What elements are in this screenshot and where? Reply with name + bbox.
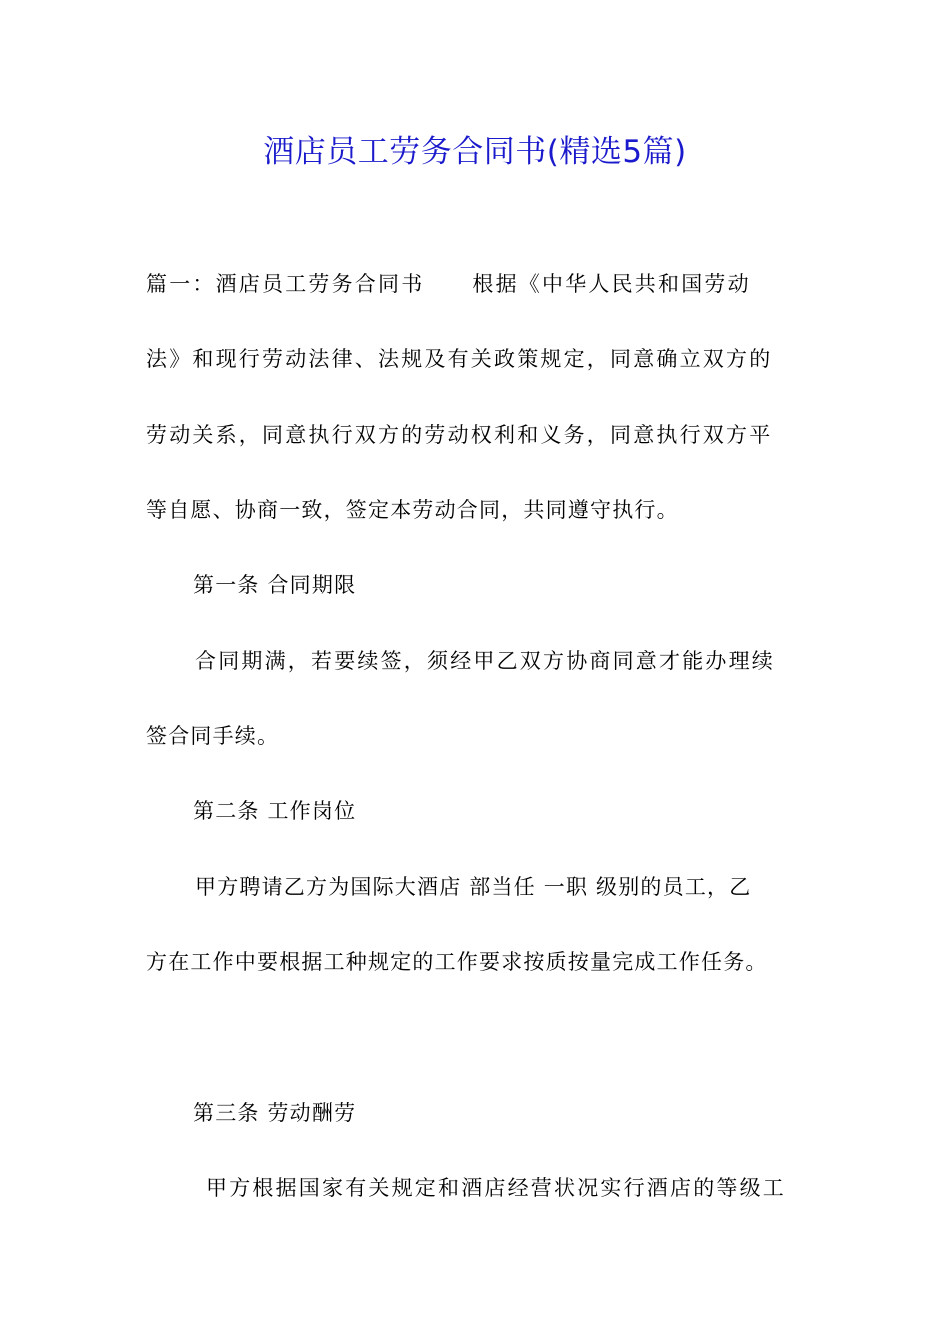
paragraph-line: 甲方根据国家有关规定和酒店经营状况实行酒店的等级工 xyxy=(206,1176,786,1200)
paragraph-line: 甲方聘请乙方为国际大酒店 部当任 一职 级别的员工，乙 xyxy=(195,875,752,899)
article-heading: 第三条 劳动酬劳 xyxy=(193,1101,357,1125)
paragraph-line: 签合同手续。 xyxy=(146,724,280,748)
article-heading: 第一条 合同期限 xyxy=(193,573,357,597)
paragraph-line: 等自愿、协商一致，签定本劳动合同，共同遵守执行。 xyxy=(146,498,679,522)
paragraph-line: 方在工作中要根据工种规定的工作要求按质按量完成工作任务。 xyxy=(146,950,768,974)
paragraph-line xyxy=(146,268,816,300)
paragraph-line: 劳动关系，同意执行双方的劳动权利和义务，同意执行双方平 xyxy=(146,423,773,447)
section-label: 篇一：酒店员工劳务合同书 xyxy=(146,272,425,296)
document-title: 酒店员工劳务合同书(精选5篇) xyxy=(263,134,687,170)
article-heading: 第二条 工作岗位 xyxy=(193,799,357,823)
paragraph-line: 合同期满，若要续签，须经甲乙双方协商同意才能办理续 xyxy=(195,649,775,673)
paragraph-line: 法》和现行劳动法律、法规及有关政策规定，同意确立双方的 xyxy=(146,347,773,371)
paragraph-text: 根据《中华人民共和国劳动 xyxy=(472,272,751,296)
